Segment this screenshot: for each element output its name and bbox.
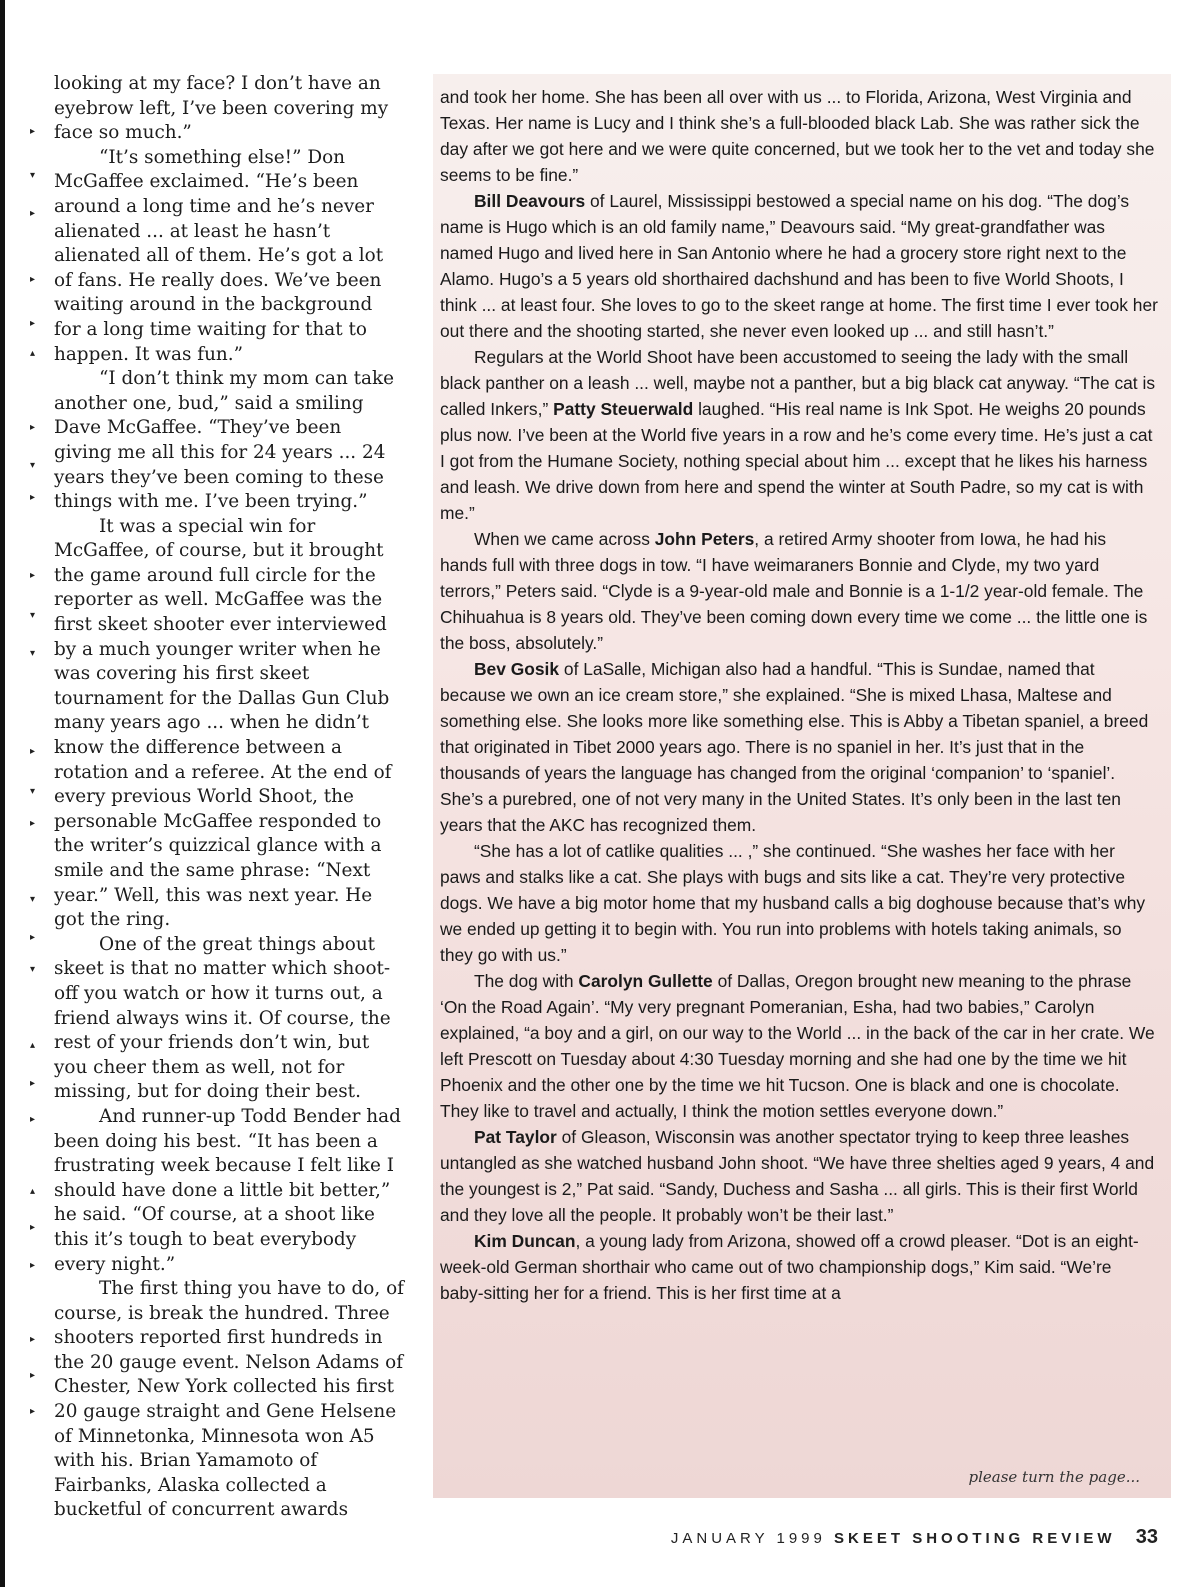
- sidebar-paragraph: Regulars at the World Shoot have been accustomed to seeing the lady with the small black panther on a leash ... well, maybe not a panther, but a big black cat anyway. “The cat is called Inkers,” Patty Steuerwald laughed. “His real name is Ink Spot. He weighs 20 pounds plus now. I’ve been at the World five years in a row and he’s come every time. He’s just a cat I got from the Humane Society, nothing special about him ... except that he likes his harness and leash. We drive down from here and spend the winter at South Padre, so my cat is with me.”: [440, 347, 1156, 523]
- person-name: Pat Taylor: [474, 1127, 557, 1147]
- sidebar-paragraph: Bill Deavours of Laurel, Mississippi bestowed a special name on his dog. “The dog’s name is Hugo which is an old family name,” Deavours said. “My great-grandfather was named Hugo and lived here in San Antonio where he had a grocery store right next to the Alamo. Hugo’s a 5 years old shorthaired dachshund and has been to five World Shoots, I think ... at least four. She loves to go to the skeet range at home. The first time I ever took her out there and the shooting started, she never even looked up ... and still hasn’t.”: [440, 191, 1158, 341]
- binding-edge: [0, 0, 5, 1587]
- person-name: Bill Deavours: [474, 191, 586, 211]
- article-paragraph: “It’s something else!” Don McGaffee exclaimed. “He’s been around a long time and he’s never alienated ... at least he hasn’t alienated all of them. He’s got a lot of fans. He really does. We’ve been waiting around in the background for a long time waiting for that to happen. It was fun.”: [54, 146, 384, 365]
- article-paragraph: And runner-up Todd Bender had been doing his best. “It has been a frustrating week because I felt like I should have done a little bit better,” he said. “Of course, at a shoot like this it’s tough to beat everybody every night.”: [54, 1105, 401, 1275]
- page-footer: [0, 1526, 1158, 1549]
- person-name: Bev Gosik: [474, 659, 560, 679]
- sidebar-text: [440, 84, 1158, 1306]
- article-paragraph: looking at my face? I don’t have an eyebrow left, I’ve been covering my face so much.”: [54, 73, 389, 144]
- article-paragraph: “I don’t think my mom can take another one, bud,” said a smiling Dave McGaffee. “They’ve been giving me all this for 24 years ... 24 years they’ve been coming to these things with me. I’ve been trying.”: [54, 368, 395, 513]
- article-column: [54, 72, 404, 1523]
- sidebar-paragraph: and took her home. She has been all over with us ... to Florida, Arizona, West Virginia and Texas. Her name is Lucy and I think she’s a full-blooded black Lab. She was rather sick the day after we got here and we were quite concerned, but we took her to the vet and today she seems to be fine.”: [440, 87, 1155, 185]
- continued-note: please turn the page...: [968, 1468, 1140, 1486]
- person-name: Patty Steuerwald: [553, 399, 694, 419]
- sidebar-paragraph: Bev Gosik of LaSalle, Michigan also had a handful. “This is Sundae, named that because we own an ice cream store,” she explained. “She is mixed Lhasa, Maltese and something else. She looks more like something else. This is Abby a Tibetan spaniel, a breed that originated in Tibet 2000 years ago. There is no spaniel in her. It’s just that in the thousands of years the language has changed from the original ‘companion’ to ‘spaniel’. She’s a purebred, one of not very many in the United States. It’s only been in the last ten years that the AKC has recognized them.: [440, 659, 1149, 835]
- sidebar-paragraph: Kim Duncan, a young lady from Arizona, showed off a crowd pleaser. “Dot is an eight-week-old German shorthair who came out of two championship dogs,” Kim said. “We’re baby-sitting her for a friend. This is her first time at a: [440, 1231, 1139, 1303]
- sidebar-paragraph: “She has a lot of catlike qualities ... ,” she continued. “She washes her face with her paws and stalks like a cat. She plays with bugs and sits like a cat. They’re very protective dogs. We have a big motor home that my husband calls a big doghouse because that’s why we ended up getting it to begin with. You run into problems with hotels taking animals, so they go with us.”: [440, 841, 1146, 965]
- article-paragraph: One of the great things about skeet is that no matter which shoot-off you watch or how it turns out, a friend always wins it. Of course, the rest of your friends don’t win, but you cheer them as well, not for missing, but for doing their best.: [54, 933, 391, 1103]
- sidebar-paragraph: Pat Taylor of Gleason, Wisconsin was another spectator trying to keep three leashes untangled as she watched husband John shoot. “We have three shelties aged 9 years, 4 and the youngest is 2,” Pat said. “Sandy, Duchess and Sasha ... all girls. This is their first World and they love all the people. It probably won’t be their last.”: [440, 1127, 1155, 1225]
- person-name: John Peters: [654, 529, 755, 549]
- sidebar-paragraph: The dog with Carolyn Gullette of Dallas, Oregon brought new meaning to the phrase ‘On the Road Again’. “My very pregnant Pomeranian, Esha, had two babies,” Carolyn explained, “a boy and a girl, on our way to the World ... in the back of the car in her crate. We left Prescott on Tuesday about 4:30 Tuesday morning and she had one by the time we hit Phoenix and the other one by the time we hit Tucson. One is black and one is chocolate. They like to travel and actually, I think the motion settles everyone down.”: [440, 971, 1155, 1121]
- sidebar-paragraph: When we came across John Peters, a retired Army shooter from Iowa, he had his hands full with three dogs in tow. “I have weimaraners Bonnie and Clyde, my two yard terrors,” Peters said. “Clyde is a 9-year-old male and Bonnie is a 1-1/2 year-old female. The Chihuahua is 8 years old. They’ve been coming down every time we come ... the little one is the boss, absolutely.”: [440, 529, 1148, 653]
- article-paragraph: It was a special win for McGaffee, of course, but it brought the game around full circle for the reporter as well. McGaffee was the first skeet shooter ever interviewed by a much younger writer when he was covering his first skeet tournament for the Dallas Gun Club many years ago ... when he didn’t know the difference between a rotation and a referee. At the end of every previous World Shoot, the personable McGaffee responded to the writer’s quizzical glance with a smile and the same phrase: “Next year.” Well, this was next year. He got the ring.: [54, 515, 392, 931]
- page-number: 33: [1135, 1526, 1158, 1548]
- issue-date: JANUARY 1999: [670, 1530, 826, 1547]
- magazine-title: SKEET SHOOTING REVIEW: [834, 1530, 1116, 1547]
- person-name: Carolyn Gullette: [578, 971, 713, 991]
- person-name: Kim Duncan: [474, 1231, 576, 1251]
- article-paragraph: The first thing you have to do, of course, is break the hundred. Three shooters reported first hundreds in the 20 gauge event. Nelson Adams of Chester, New York collected his first 20 gauge straight and Gene Helsene of Minnetonka, Minnesota won A5 with his. Brian Yamamoto of Fairbanks, Alaska collected a bucketful of concurrent awards: [54, 1278, 404, 1521]
